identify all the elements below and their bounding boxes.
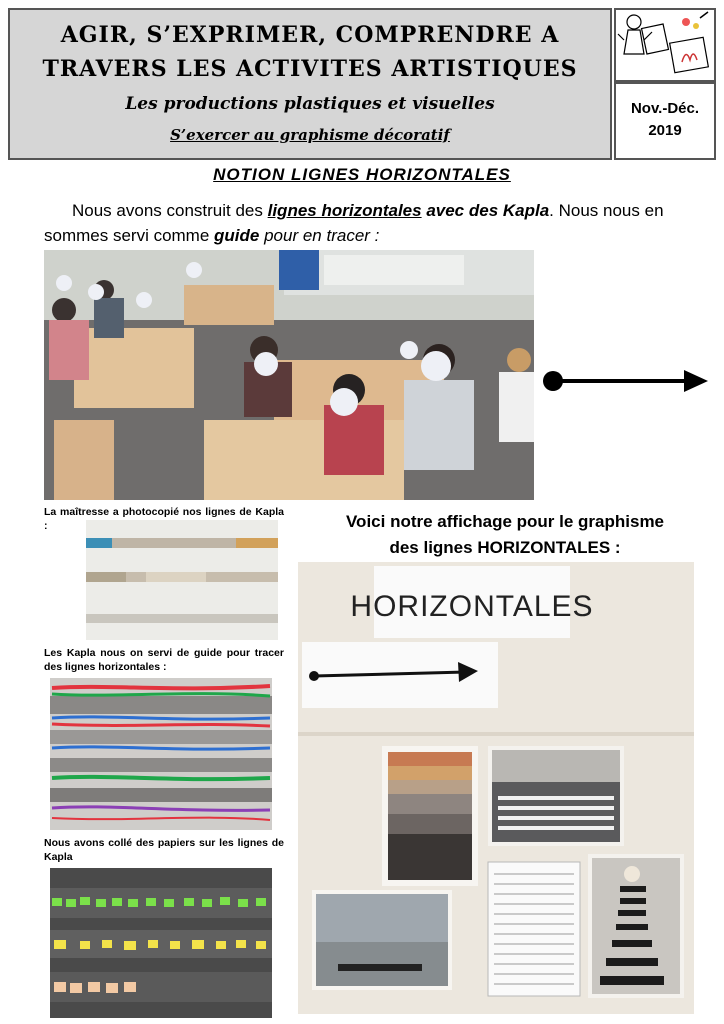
intro-guide: guide	[214, 226, 260, 245]
board-label: HORIZONTALES	[350, 590, 594, 623]
caption-papers: Nous avons collé des papiers sur les lignes de Kapla	[44, 837, 284, 863]
title-line-1: AGIR, S’EXPRIMER, COMPRENDRE A	[60, 22, 560, 48]
display-heading: Voici notre affichage pour le graphisme des lignes HORIZONTALES :	[345, 512, 665, 557]
artist-illustration-icon	[616, 10, 714, 80]
sub-subtitle: S’exercer au graphisme décoratif	[170, 126, 450, 144]
caption-photocopy: La maîtresse a photocopié nos lignes de Kapla :	[44, 506, 284, 532]
classroom-photo	[44, 250, 534, 500]
date-box	[614, 82, 716, 160]
subtitle: Les productions plastiques et visuelles	[125, 94, 495, 114]
kapla-photocopy-image	[86, 520, 278, 640]
right-arrow-icon	[540, 365, 710, 397]
art-logo	[614, 8, 716, 82]
caption-guide: Les Kapla nous on servi de guide pour tracer des lignes horizontales :	[44, 647, 284, 673]
intro-paragraph: Nous avons construit des lignes horizontales avec des Kapla. Nous nous en sommes servi comme guide pour en tracer :	[44, 201, 664, 245]
title-line-2: TRAVERS LES ACTIVITES ARTISTIQUES	[42, 56, 578, 82]
date-months: Nov.-Déc.	[630, 100, 700, 117]
traced-lines-image	[50, 678, 272, 830]
section-heading: NOTION LIGNES HORIZONTALES	[213, 165, 511, 184]
glued-papers-image	[50, 868, 272, 1018]
display-board-photo	[298, 562, 694, 1014]
intro-underlined: lignes horizontales	[267, 201, 422, 220]
date-year: 2019	[648, 122, 682, 139]
header-banner	[8, 8, 612, 160]
